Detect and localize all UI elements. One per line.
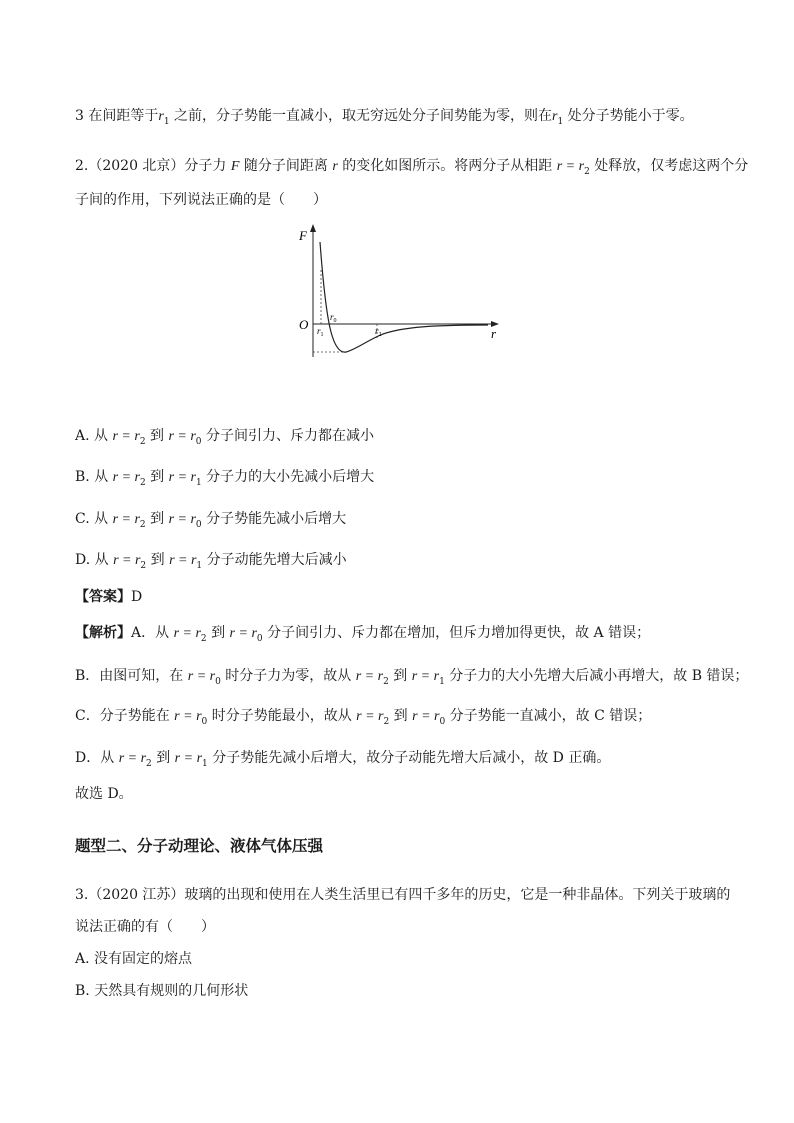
x-axis-label: r — [491, 326, 497, 341]
text-line-1: 3 在间距等于$r_1$ 之前，分子势能一直减小，取无穷远处分子间势能为零，则在$r_1$ 处分子势能小于零。 — [75, 108, 694, 127]
answer-line: 【答案】D — [75, 589, 143, 605]
option-a: A. 从 $r = r_2$ 到 $r = r_0$ 分子间引力、斥力都在减小 — [75, 428, 374, 447]
question-3-line-2: 说法正确的有（ ） — [75, 919, 215, 935]
y-axis-arrow — [310, 224, 316, 232]
explanation-c: C．分子势能在 $r = r_0$ 时分子势能最小，故从 $r = r_2$ 到 $r = r_0$ 分子势能一直减小，故 C 错误； — [75, 708, 652, 727]
explanation-b: B．由图可知，在 $r = r_0$ 时分子力为零，故从 $r = r_2$ 到 $r = r_1$ 分子力的大小先增大后减小再增大，故 B 错误； — [75, 668, 749, 687]
option-d: D. 从 $r = r_2$ 到 $r = r_1$ 分子动能先增大后减小 — [75, 552, 347, 571]
force-curve — [320, 242, 488, 352]
explanation-d: D．从 $r = r_2$ 到 $r = r_1$ 分子势能先减小后增大，故分子动能先增大后减小，故 D 正确。 — [75, 750, 611, 769]
question-2-line-1: 2.（2020 北京）分子力 F 随分子间距离 r 的变化如图所示。将两分子从相距 $r = r_2$ 处释放，仅考虑这两个分 — [75, 158, 749, 177]
question-3-option-a: A. 没有固定的熔点 — [75, 951, 193, 967]
section-heading: 题型二、分子动理论、液体气体压强 — [75, 837, 324, 855]
y-axis-label: F — [299, 228, 307, 243]
question-3-option-b: B. 天然具有规则的几何形状 — [75, 983, 249, 999]
r2-label: $r_2$ — [375, 326, 382, 338]
explanation-tag: 【解析】 — [75, 625, 131, 641]
conclusion: 故选 D。 — [75, 786, 133, 802]
option-c: C. 从 $r = r_2$ 到 $r = r_0$ 分子势能先减小后增大 — [75, 511, 347, 530]
origin-label: O — [299, 317, 309, 332]
r0-label: $r_0$ — [330, 312, 337, 324]
explanation-a: 【解析】A．从 $r = r_2$ 到 $r = r_0$ 分子间引力、斥力都在增加，但斥力增加得更快，故 A 错误； — [75, 625, 651, 644]
answer-tag: 【答案】 — [75, 589, 131, 605]
question-3-line-1: 3.（2020 江苏）玻璃的出现和使用在人类生活里已有四千多年的历史，它是一种非晶体。下列关于玻璃的 — [75, 887, 731, 903]
r1-label: $r_1$ — [317, 326, 324, 338]
option-b: B. 从 $r = r_2$ 到 $r = r_1$ 分子力的大小先减小后增大 — [75, 469, 375, 488]
question-2-line-2: 子间的作用，下列说法正确的是（ ） — [75, 192, 327, 208]
force-distance-graph — [283, 222, 513, 367]
